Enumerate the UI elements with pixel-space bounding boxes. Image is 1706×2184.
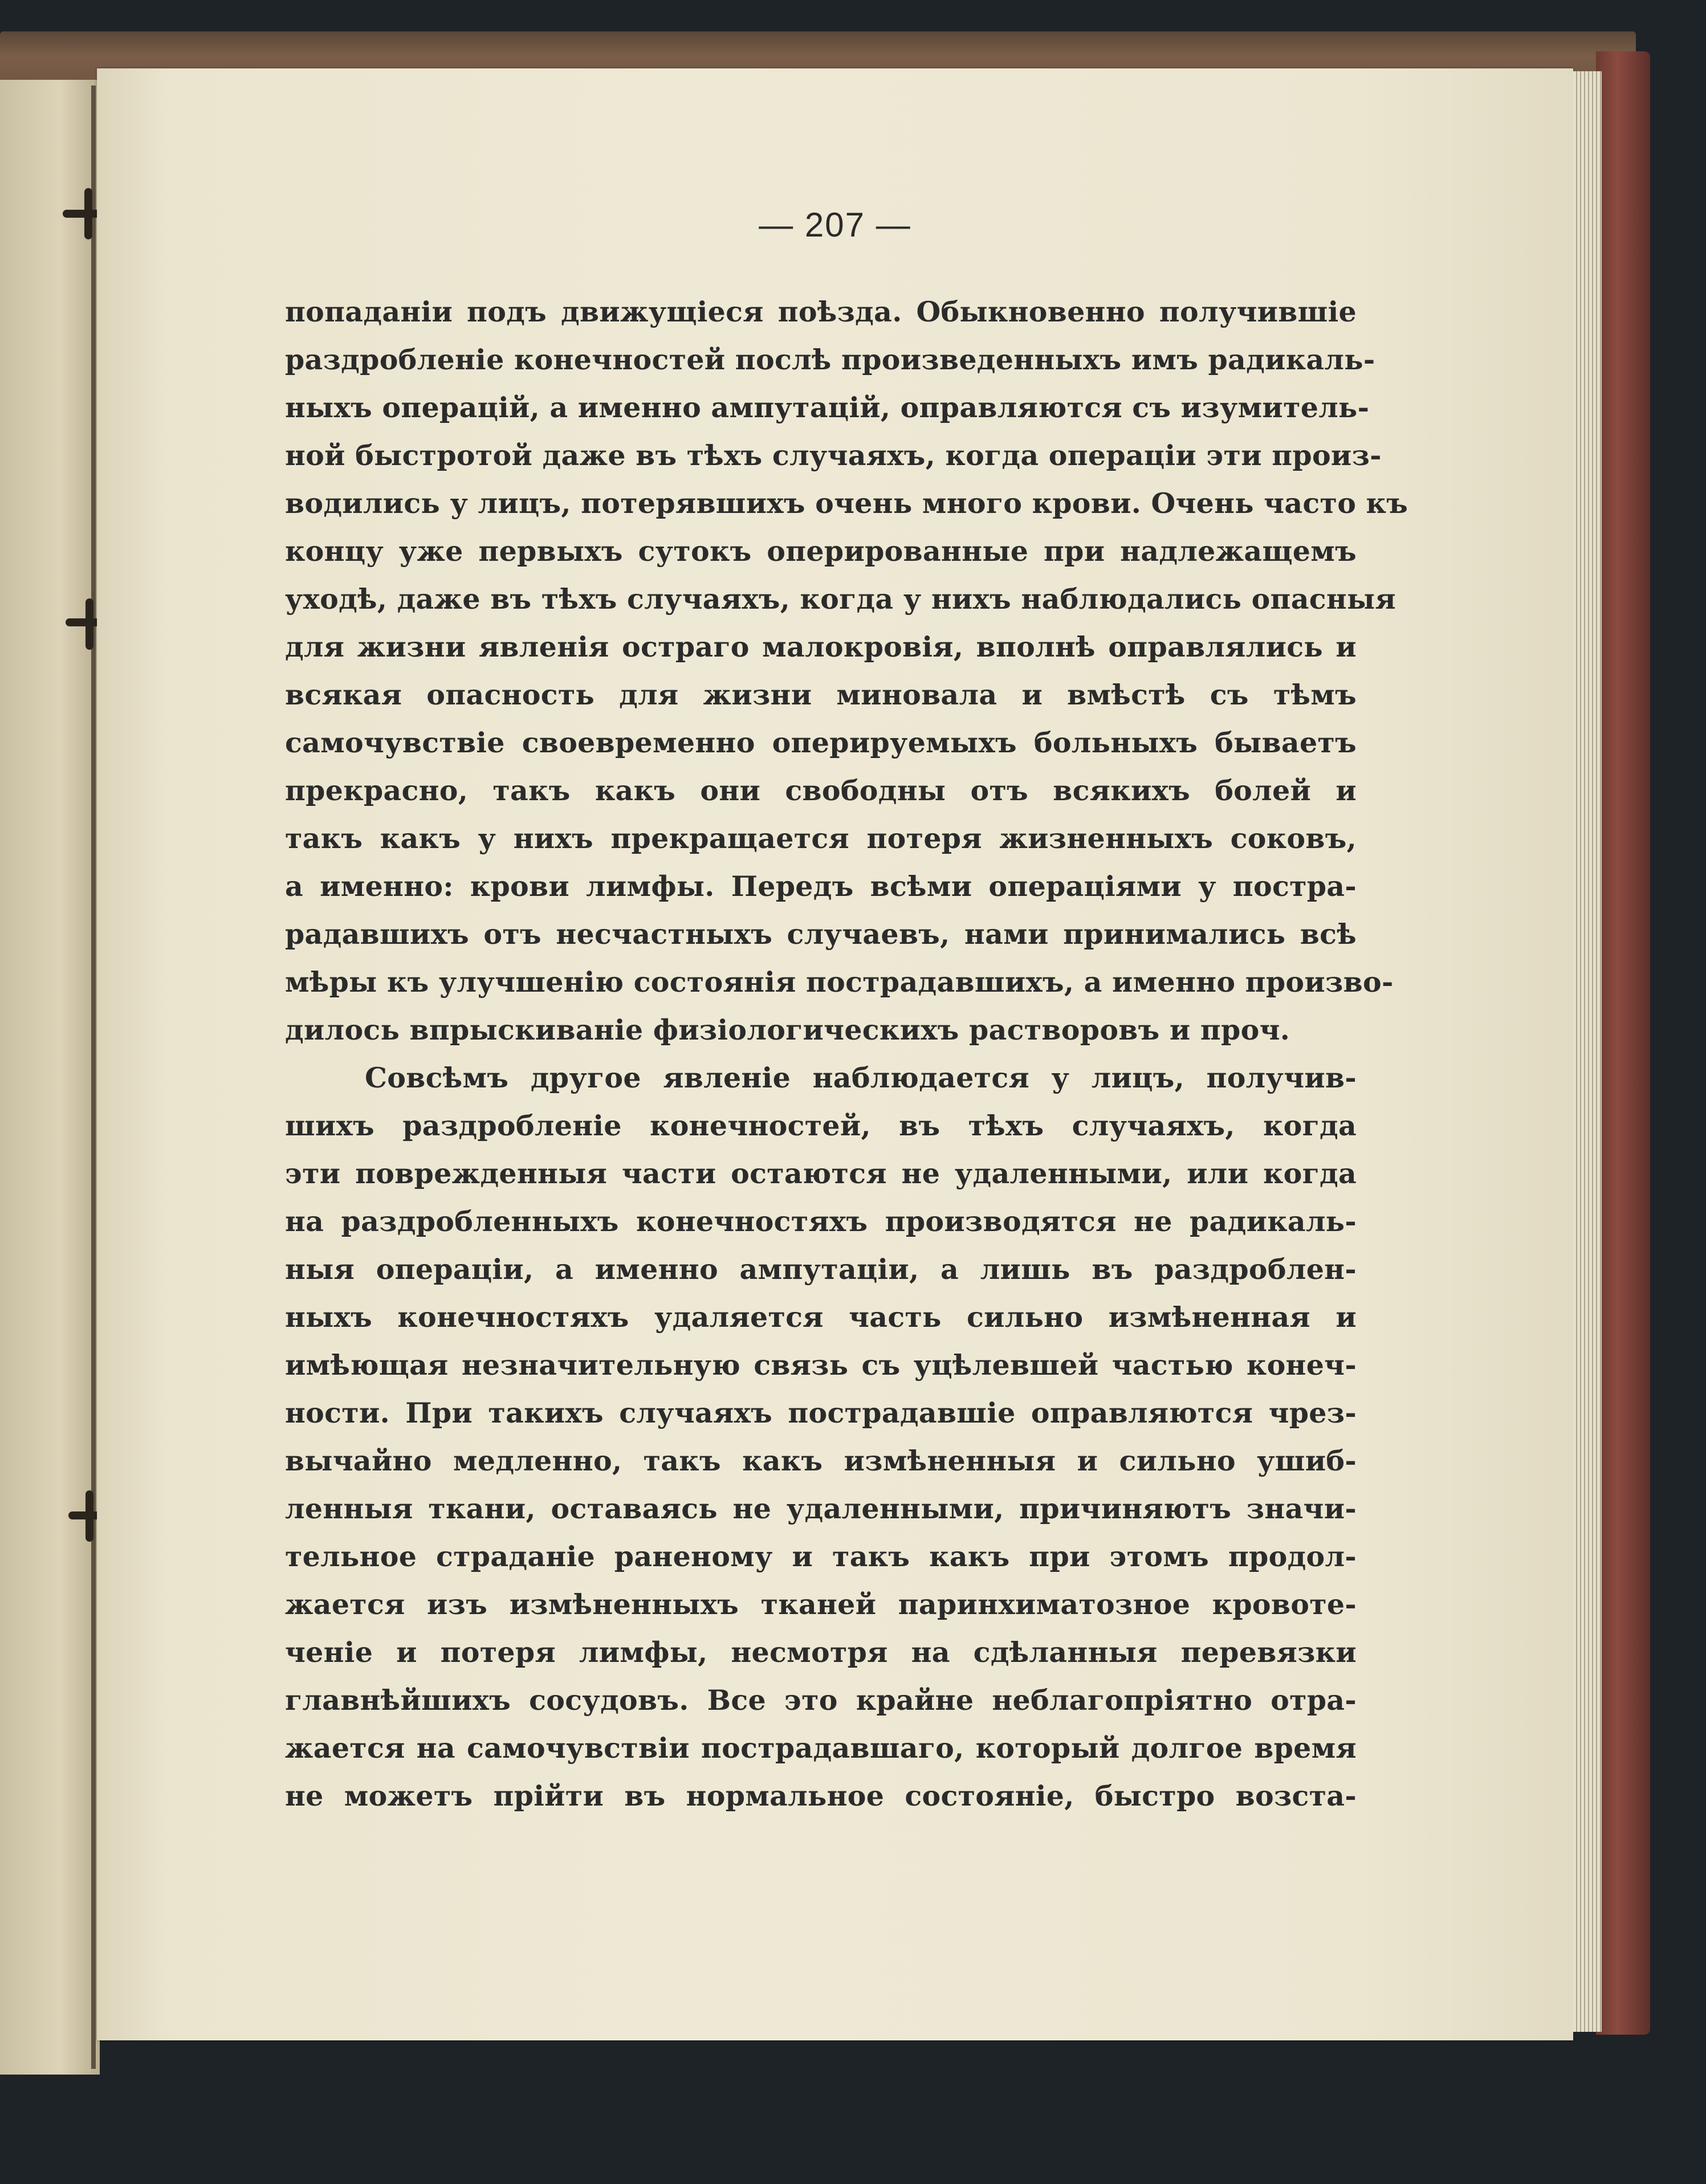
text-line: самочувствіе своевременно оперируемыхъ больныхъ бываетъ <box>285 726 1357 759</box>
text-line: жается изъ измѣненныхъ тканей паринхиматозное кровоте- <box>285 1588 1357 1621</box>
page-number: — 207 — <box>759 206 911 244</box>
spine-stitch-mark <box>85 598 93 650</box>
left-page-sliver <box>0 80 100 2075</box>
text-line: всякая опасность для жизни миновала и вмѣстѣ съ тѣмъ <box>285 678 1357 711</box>
paragraph-last-line: дилось впрыскиваніе физіологическихъ растворовъ и проч. <box>285 1013 1290 1046</box>
text-line: радавшихъ отъ несчастныхъ случаевъ, нами принимались всѣ <box>285 918 1357 951</box>
text-line: водились у лицъ, потерявшихъ очень много крови. Очень часто къ <box>285 487 1408 520</box>
text-line: а именно: крови лимфы. Передъ всѣми операціями у постра- <box>285 870 1357 903</box>
text-line: мѣры къ улучшенію состоянія пострадавшихъ, а именно произво- <box>285 965 1394 999</box>
page-body-text <box>285 288 1408 1820</box>
spine-stitch-mark <box>84 188 92 239</box>
text-line: тельное страданіе раненому и такъ какъ при этомъ продол- <box>285 1540 1357 1573</box>
page-edges-stack <box>1573 71 1602 2032</box>
text-line: раздробленіе конечностей послѣ произведенныхъ имъ радикаль- <box>285 343 1375 376</box>
text-line: ченіе и потеря лимфы, несмотря на сдѣланныя перевязки <box>285 1636 1357 1669</box>
text-line: не можетъ прійти въ нормальное состояніе, быстро возста- <box>285 1779 1357 1812</box>
text-line: шихъ раздробленіе конечностей, въ тѣхъ случаяхъ, когда <box>285 1109 1357 1142</box>
text-line: ныя операціи, а именно ампутаціи, а лишь въ раздроблен- <box>285 1253 1357 1286</box>
text-line: жается на самочувствіи пострадавшаго, который долгое время <box>285 1731 1357 1765</box>
text-line: эти поврежденныя части остаются не удаленными, или когда <box>285 1157 1357 1190</box>
text-line: главнѣйшихъ сосудовъ. Все это крайне неблагопріятно отра- <box>285 1684 1357 1717</box>
text-line: уходѣ, даже въ тѣхъ случаяхъ, когда у нихъ наблюдались опасныя <box>285 582 1396 616</box>
paragraph-first-line: Совсѣмъ другое явленіе наблюдается у лицъ, получив- <box>365 1061 1357 1094</box>
text-line: концу уже первыхъ сутокъ оперированные при надлежащемъ <box>285 535 1357 568</box>
text-line: ныхъ конечностяхъ удаляется часть сильно измѣненная и <box>285 1301 1357 1334</box>
text-line: ной быстротой даже въ тѣхъ случаяхъ, когда операціи эти произ- <box>285 439 1382 472</box>
book-page <box>97 68 1573 2040</box>
text-line: прекрасно, такъ какъ они свободны отъ всякихъ болей и <box>285 774 1357 807</box>
book-spine <box>91 85 96 2069</box>
text-line: имѣющая незначительную связь съ уцѣлевшей частью конеч- <box>285 1348 1357 1382</box>
text-line: вычайно медленно, такъ какъ измѣненныя и сильно ушиб- <box>285 1444 1357 1477</box>
text-line: попаданіи подъ движущіеся поѣзда. Обыкновенно получившіе <box>285 295 1357 328</box>
text-line: для жизни явленія остраго малокровія, вполнѣ оправлялись и <box>285 630 1357 663</box>
spine-stitch-mark <box>85 1490 93 1542</box>
book-cover-right-edge <box>1596 51 1650 2035</box>
text-line: на раздробленныхъ конечностяхъ производятся не радикаль- <box>285 1205 1357 1238</box>
text-line: ныхъ операцій, а именно ампутацій, оправляются съ изумитель- <box>285 391 1370 424</box>
text-line: ности. При такихъ случаяхъ пострадавшіе оправляются чрез- <box>285 1396 1357 1429</box>
text-line: ленныя ткани, оставаясь не удаленными, причиняютъ значи- <box>285 1492 1357 1525</box>
text-line: такъ какъ у нихъ прекращается потеря жизненныхъ соковъ, <box>285 822 1357 855</box>
